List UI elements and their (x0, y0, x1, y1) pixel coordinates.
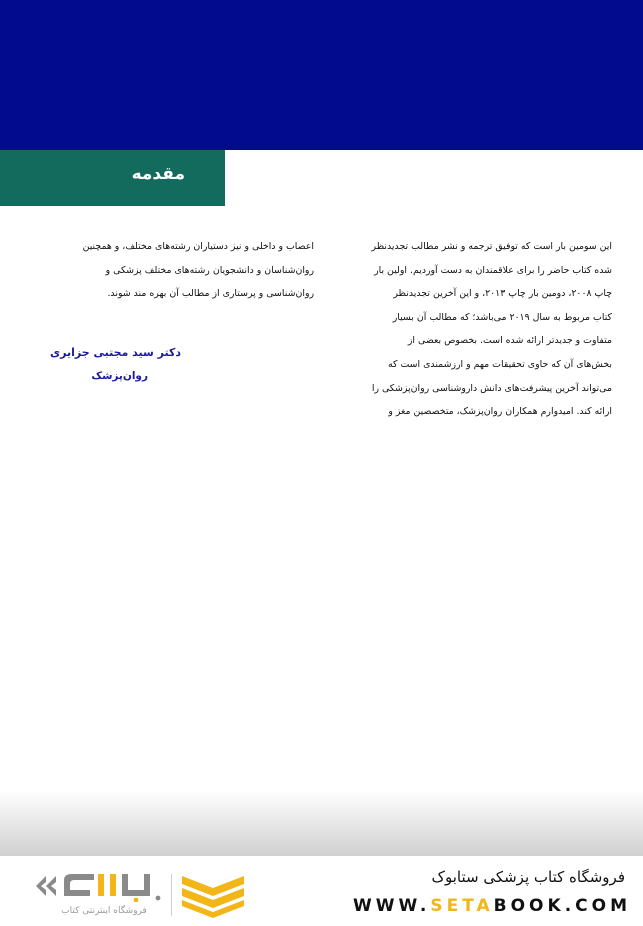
text-column-left (52, 235, 314, 306)
paragraph-line: کتاب مربوط به سال ۲۰۱۹ می‌باشد؛ که مطالب آن بسیار (392, 311, 612, 323)
footer-shadow (0, 790, 643, 858)
paragraph-line: بخش‌های آن که حاوی تحقیقات مهم و ارزشمندی است که (387, 358, 612, 370)
paragraph-line: روان‌شناسی و پرستاری از مطالب آن بهره مند شوند. (107, 288, 314, 300)
signature-name: دکتر سید مجتبی جزایری (50, 346, 181, 359)
url-seta: SETA (430, 896, 494, 916)
chapter-title-bar (0, 150, 225, 206)
book-emblem-icon (180, 872, 246, 918)
paragraph-line: می‌تواند آخرین پیشرفت‌های دانش داروشناسی روان‌پزشکی را (371, 382, 612, 394)
paragraph-line: متفاوت و جدیدتر ارائه شده است. بخصوص بعضی از (407, 335, 612, 347)
paragraph-line: چاپ ۲۰۰۸، دومین بار چاپ ۲۰۱۳، و این آخرین تجدیدنظر (393, 288, 612, 300)
chapter-title: مقدمه (131, 164, 185, 184)
shop-name: فروشگاه کتاب پزشکی ستابوک (431, 868, 625, 886)
url-suffix: .COM (564, 896, 631, 916)
paragraph-line: شده کتاب حاضر را برای علاقمندان به دست آوردیم. اولین بار (374, 264, 612, 276)
logo-tagline: فروشگاه اینترنتی کتاب (61, 906, 147, 916)
text-column-right (330, 235, 612, 424)
paragraph-line: اعصاب و داخلی و نیز دستیاران رشته‌های مختلف، و همچنین (82, 241, 314, 252)
url-book: BOOK (493, 896, 565, 916)
shop-url[interactable] (353, 896, 631, 916)
paragraph-line: این سومین بار است که توفیق ترجمه و نشر مطالب تجدیدنظر (371, 241, 612, 252)
logo-divider (171, 874, 172, 916)
paragraph-line: روان‌شناسان و دانشجویان رشته‌های مختلف پزشکی و (105, 264, 314, 276)
signature-title: روان‌پزشک (91, 370, 148, 382)
setabook-wordmark-icon (32, 870, 167, 902)
url-prefix: WWW. (353, 896, 431, 916)
paragraph-line: ارائه کند. امیدوارم همکاران روان‌پزشک، متخصصین مغز و (388, 406, 612, 418)
header-band (0, 0, 643, 150)
publisher-footer (0, 856, 643, 926)
